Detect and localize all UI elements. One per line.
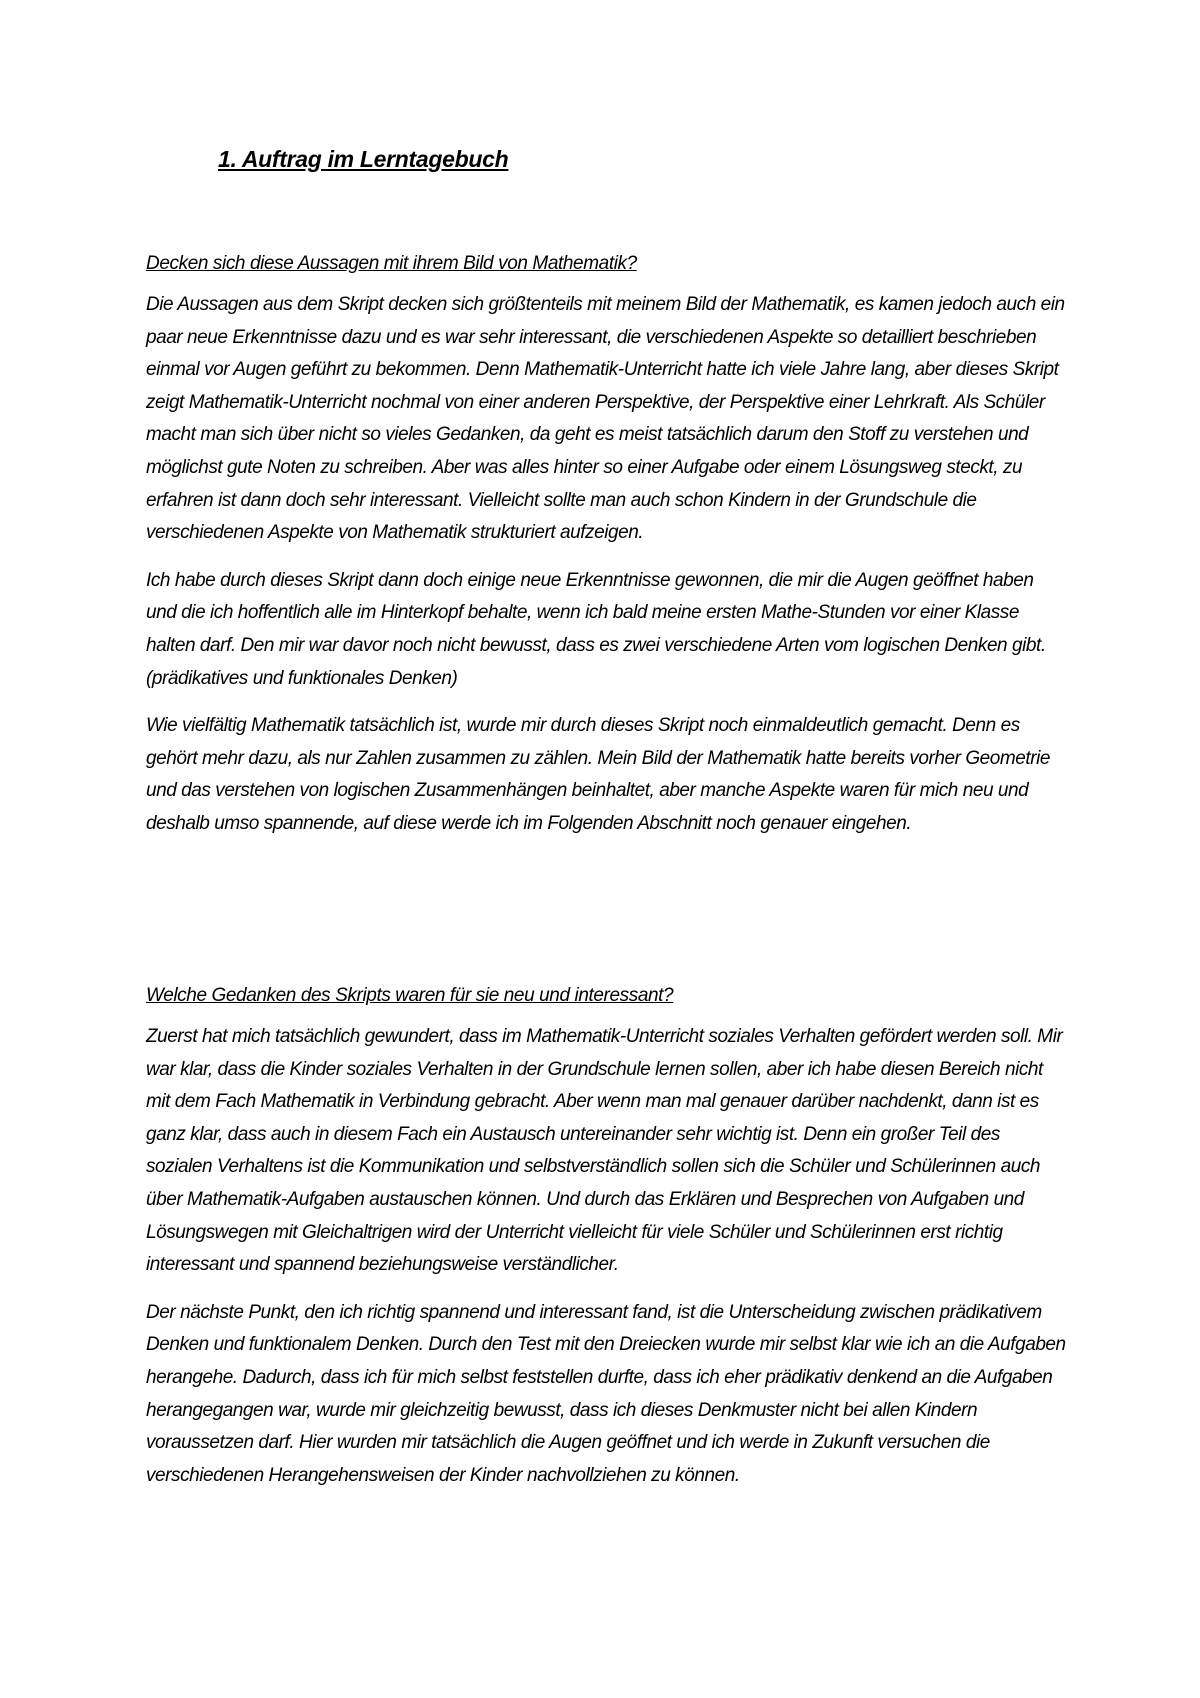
paragraph: Ich habe durch dieses Skript dann doch einige neue Erkenntnisse gewonnen, die mir die Augen geöffnet haben und die ich hoffentlich alle im Hinterkopf behalte, wenn ich bald meine ersten Mathe-Stunden vor einer Klasse halten darf. Den mir war davor noch nicht bewusst, dass es zwei verschiedene Arten vom logischen Denken gibt. (prädikatives und funktionales Denken) [146, 569, 1046, 689]
paragraph: Die Aussagen aus dem Skript decken sich größtenteils mit meinem Bild der Mathematik, es kamen jedoch auch ein paar neue Erkenntnisse dazu und es war sehr interessant, die verschiedenen Aspekte so detailliert beschrieben einmal vor Augen geführt zu bekommen. Denn Mathematik-Unterricht hatte ich viele Jahre lang, aber dieses Skript zeigt Mathematik-Unterricht nochmal von einer anderen Perspektive, der Perspektive einer Lehrkraft. Als Schüler macht man sich über nicht so vieles Gedanken, da geht es meist tatsächlich darum den Stoff zu verstehen und möglichst gute Noten zu schreiben. Aber was alles hinter so einer Aufgabe oder einem Lösungsweg steckt, zu erfahren ist dann doch sehr interessant. Vielleicht sollte man auch schon Kindern in der Grundschule die verschiedenen Aspekte von Mathematik strukturiert aufzeigen. [146, 294, 1065, 544]
paragraph: Der nächste Punkt, den ich richtig spannend und interessant fand, ist die Unterscheidung zwischen prädikativem Denken und funktionalem Denken. Durch den Test mit den Dreiecken wurde mir selbst klar wie ich an die Aufgaben herangehe. Dadurch, dass ich für mich selbst feststellen durfte, dass ich eher prädikativ denkend an die Aufgaben herangegangen war, wurde mir gleichzeitig bewusst, dass ich dieses Denkmuster nicht bei allen Kindern voraussetzen darf. Hier wurden mir tatsächlich die Augen geöffnet und ich werde in Zukunft versuchen die verschiedenen Herangehensweisen der Kinder nachvollziehen zu können. [146, 1301, 1066, 1486]
section-aussagen [146, 248, 1066, 856]
paragraph: Zuerst hat mich tatsächlich gewundert, dass im Mathematik-Unterricht soziales Verhalten gefördert werden soll. Mir war klar, dass die Kinder soziales Verhalten in der Grundschule lernen sollen, aber ich habe diesen Bereich nicht mit dem Fach Mathematik in Verbindung gebracht. Aber wenn man mal genauer darüber nachdenkt, dann ist es ganz klar, dass auch in diesem Fach ein Austausch untereinander sehr wichtig ist. Denn ein großer Teil des sozialen Verhaltens ist die Kommunikation und selbstverständlich sollen sich die Schüler und Schülerinnen auch über Mathematik-Aufgaben austauschen können. Und durch das Erklären und Besprechen von Aufgaben und Lösungswegen mit Gleichaltrigen wird der Unterricht vielleicht für viele Schüler und Schülerinnen erst richtig interessant und spannend beziehungsweise verständlicher. [146, 1026, 1063, 1276]
section-question: Decken sich diese Aussagen mit ihrem Bild von Mathematik? [146, 253, 637, 274]
paragraph: Wie vielfältig Mathematik tatsächlich ist, wurde mir durch dieses Skript noch einmaldeutlich gemacht. Denn es gehört mehr dazu, als nur Zahlen zusammen zu zählen. Mein Bild der Mathematik hatte bereits vorher Geometrie und das verstehen von logischen Zusammenhängen beinhaltet, aber manche Aspekte waren für mich neu und deshalb umso spannende, auf diese werde ich im Folgenden Abschnitt noch genauer eingehen. [146, 715, 1050, 834]
page-title: 1. Auftrag im Lerntagebuch [218, 146, 509, 172]
section-question: Welche Gedanken des Skripts waren für sie neu und interessant? [146, 985, 674, 1006]
section-gedanken [146, 980, 1066, 1507]
